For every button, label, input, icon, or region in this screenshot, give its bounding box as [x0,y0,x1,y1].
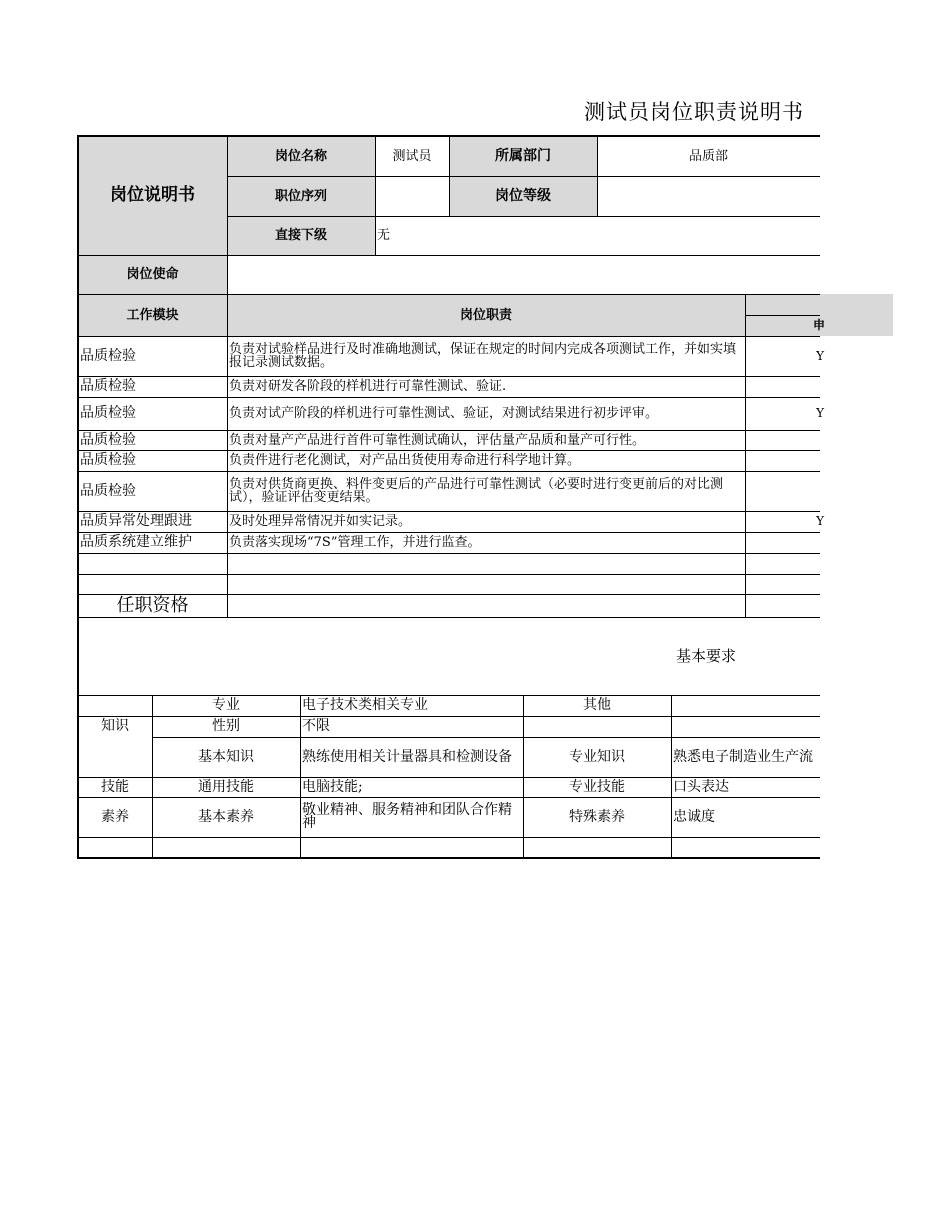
grid-line [78,857,820,859]
duty-mark [745,450,820,471]
grade-value [597,176,820,216]
duty-module: 品质检验 [80,452,136,468]
qual-value2: 口头表达 [673,778,729,795]
grid-line [523,695,524,857]
mission-value [227,255,820,294]
qual-value: 不限 [302,718,330,734]
qual-item2: 专业知识 [569,748,625,765]
mission-label: 岗位使命 [78,255,227,294]
page-title: 测试员岗位职责说明书 [584,100,804,124]
duty-module [78,553,227,574]
duty-text: 负责落实现场“7S”管理工作，并进行监查。 [229,535,481,550]
grid-line [78,294,820,295]
grid-line [78,553,820,554]
basic-requirements: 基本要求 [676,646,737,665]
grid-line [78,511,820,512]
duty-module: 品质检验 [80,405,136,421]
grid-line [78,255,820,256]
qual-value: 电脑技能; [302,778,363,795]
qualification-blank [227,594,745,617]
duty-module: 品质异常处理跟进 [80,513,192,529]
doc-label: 岗位说明书 [78,136,227,255]
duty-header: 岗位职责 [227,294,745,336]
grid-line [78,376,820,377]
subordinate-value: 无 [377,228,391,243]
duty-mark: Y [816,406,824,420]
qual-value: 电子技术类相关专业 [302,697,428,713]
qual-item: 基本素养 [198,808,254,825]
grid-line [78,837,820,838]
grid-line [671,695,672,857]
duty-text: 负责对量产产品进行首件可靠性测试确认，评估量产品质和量产可行性。 [229,432,646,448]
post-name-value: 测试员 [392,148,432,164]
post-name-label: 岗位名称 [227,136,375,176]
dept-label: 所属部门 [449,136,597,176]
duty-text: 负责对研发各阶段的样机进行可靠性测试、验证. [229,379,507,394]
grid-line [78,777,820,778]
duty-mark [745,471,820,511]
duty-mark [745,430,820,450]
duty-text: 负责件进行老化测试，对产品出货使用寿命进行科学地计算。 [229,453,581,468]
qual-cat: 知识 [101,718,129,734]
grid-line [152,695,153,857]
duty-module: 品质检验 [80,482,136,499]
qual-value2 [671,695,820,716]
right-header-top [745,294,820,315]
qual-item: 基本知识 [198,748,254,765]
grid-line [152,737,820,738]
qual-value2 [671,837,820,857]
grid-line [78,574,820,575]
qual-item: 通用技能 [198,778,254,795]
qual-item: 性别 [212,718,240,734]
qual-cat [78,695,152,716]
grid-line [78,594,820,595]
qual-cat [78,737,152,777]
duty-module: 品质检验 [80,378,136,394]
duty-mark [745,553,820,574]
grid-line [78,716,820,717]
qual-item2 [523,716,671,737]
qual-cat: 素养 [101,808,129,825]
duty-text [227,574,745,594]
duty-module: 品质检验 [80,431,136,448]
grid-line [300,695,301,857]
grid-line [78,617,820,618]
grid-line [227,136,228,617]
qual-item2: 专业技能 [569,778,625,795]
qual-value2: 熟悉电子制造业生产流 [673,748,813,765]
grid-line [78,695,820,696]
subordinate-label: 直接下级 [227,216,375,255]
grid-line [78,397,820,398]
grid-line [78,336,820,337]
grid-line [375,136,376,255]
grid-line [78,430,820,431]
qual-value2: 忠诚度 [673,808,715,825]
duty-text: 负责对供货商更换、料件变更后的产品进行可靠性测试（必要时进行变更前后的对比测试），验证评估变更结果。 [229,477,724,505]
grid-line [597,136,598,216]
qual-item [152,837,300,857]
qual-value [300,837,523,857]
qual-item2: 其他 [583,697,611,713]
grid-line [78,797,820,798]
duty-mark [745,376,820,397]
grid-line [77,135,79,859]
header-cell-overflow [820,294,893,336]
module-header: 工作模块 [78,294,227,336]
qual-item2: 特殊素养 [569,808,625,825]
duty-module: 品质系统建立维护 [80,534,192,550]
grid-line [227,216,820,217]
grade-label: 岗位等级 [449,176,597,216]
grid-line [227,176,820,177]
qual-cat [78,837,152,857]
grid-line [449,136,450,216]
duty-mark [745,574,820,594]
sequence-label: 职位序列 [227,176,375,216]
duty-mark [745,532,820,553]
duty-text: 负责对试验样品进行及时准确地测试，保证在规定的时间内完成各项测试工作，并如实填报记录测试数据。 [229,342,737,370]
right-header-sub: 申 [745,315,820,336]
dept-value: 品质部 [688,148,728,164]
qual-cat: 技能 [101,778,129,795]
grid-line [78,532,820,533]
duty-text: 及时处理异常情况并如实记录。 [229,514,412,529]
duty-text [227,553,745,574]
grid-line [745,315,820,316]
qual-value: 熟练使用相关计量器具和检测设备 [302,748,512,765]
duty-mark: Y [816,514,824,528]
qual-value: 敬业精神、服务精神和团队合作精神 [302,802,512,831]
duty-module: 品质检验 [80,347,136,364]
qual-value2 [671,716,820,737]
grid-line [745,294,746,617]
qualification-label: 任职资格 [116,595,189,616]
duty-module [78,574,227,594]
sequence-value [375,176,449,216]
qual-item2 [523,837,671,857]
qual-item: 专业 [212,697,240,713]
grid-line [78,450,820,451]
duty-mark: Y [816,348,824,363]
grid-line [78,471,820,472]
duty-text: 负责对试产阶段的样机进行可靠性测试、验证，对测试结果进行初步评审。 [229,406,659,421]
